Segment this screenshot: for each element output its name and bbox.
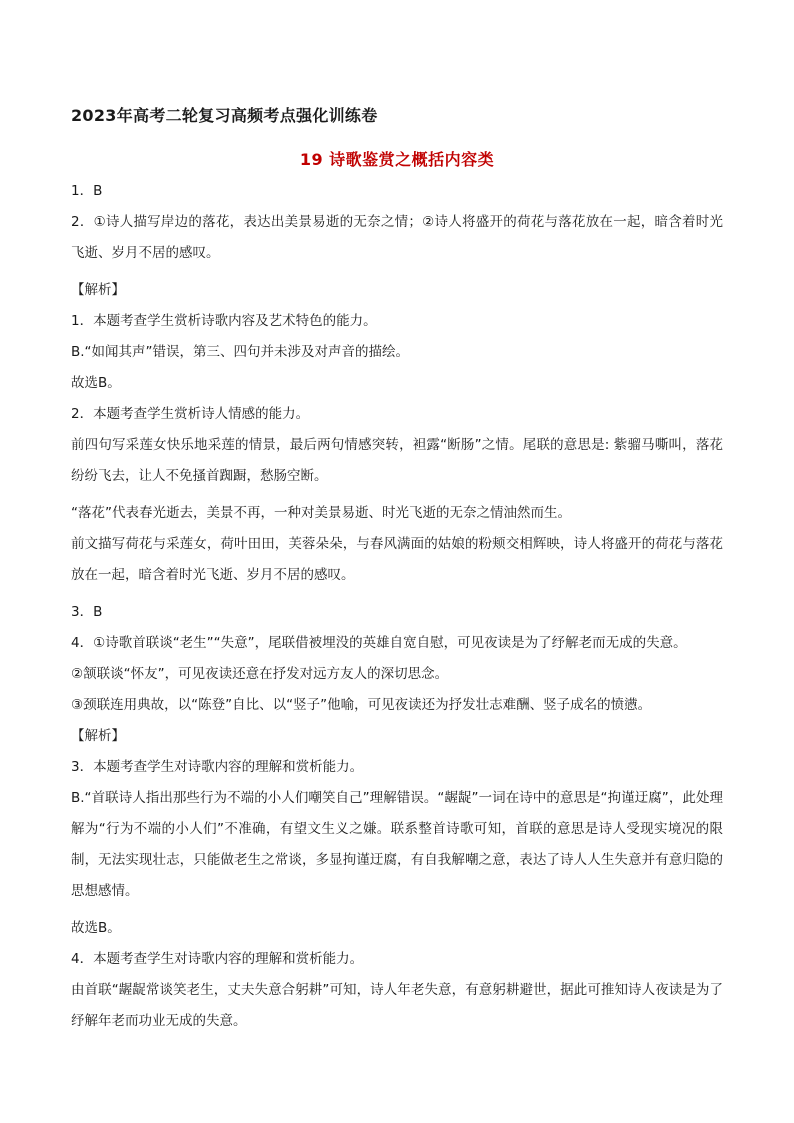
answer-line: 1．B [71, 183, 103, 199]
analysis-line: “落花”代表春光逝去，美景不再，一种对美景易逝、时光飞逝的无奈之情油然而生。 [71, 505, 571, 521]
analysis-line: B.“首联诗人指出那些行为不端的小人们嘲笑自己”理解错误。“龌龊”一词在诗中的意思是“拘谨迂腐”，此处理解为“行为不端的小人们”不准确，有望文生义之嫌。联系整首诗歌可知，首联的意思是诗人受现实境况的限制，无法实现壮志，只能做老生之常谈，多显拘谨迂腐，有自我解嘲之意，表达了诗人人生失意并有意归隐的思想感情。 [71, 790, 723, 899]
analysis-line: 4．本题考查学生对诗歌内容的理解和赏析能力。 [71, 951, 364, 967]
answer-line: 3．B [71, 604, 103, 620]
answer-line: ③颈联连用典故，以“陈登”自比、以“竖子”他喻，可见夜读还为抒发壮志难酬、竖子成名的愤懑。 [71, 697, 652, 713]
analysis-line: 2．本题考查学生赏析诗人情感的能力。 [71, 406, 310, 422]
exam-series-header: 2023年高考二轮复习高频考点强化训练卷 [71, 106, 378, 125]
analysis-heading: 【解析】 [71, 282, 125, 298]
section-title: 19 诗歌鉴赏之概括内容类 [299, 150, 495, 169]
analysis-line: 由首联“龌龊常谈笑老生，丈夫失意合躬耕”可知，诗人年老失意，有意躬耕避世，据此可推知诗人夜读是为了纾解年老而功业无成的失意。 [71, 982, 723, 1029]
analysis-line: B.“如闻其声”错误，第三、四句并未涉及对声音的描绘。 [71, 344, 410, 360]
answer-line: 4．①诗歌首联谈“老生”“失意”，尾联借被埋没的英雄自宽自慰，可见夜读是为了纾解老而无成的失意。 [71, 635, 687, 651]
analysis-line: 故选B。 [71, 920, 121, 936]
analysis-line: 前文描写荷花与采莲女，荷叶田田，芙蓉朵朵，与春风满面的姑娘的粉颊交相辉映，诗人将盛开的荷花与落花放在一起，暗含着时光飞逝、岁月不居的感叹。 [71, 536, 723, 583]
analysis-line: 3．本题考查学生对诗歌内容的理解和赏析能力。 [71, 759, 364, 775]
answer-content [71, 181, 723, 1048]
answer-line: 2．①诗人描写岸边的落花，表达出美景易逝的无奈之情；②诗人将盛开的荷花与落花放在一起，暗含着时光飞逝、岁月不居的感叹。 [71, 214, 723, 261]
analysis-heading: 【解析】 [71, 728, 125, 744]
analysis-line: 1．本题考查学生赏析诗歌内容及艺术特色的能力。 [71, 313, 377, 329]
analysis-line: 故选B。 [71, 375, 121, 391]
answer-line: ②颔联谈“怀友”，可见夜读还意在抒发对远方友人的深切思念。 [71, 666, 449, 682]
analysis-line: 前四句写采莲女快乐地采莲的情景，最后两句情感突转，袒露“断肠”之情。尾联的意思是: 紫骝马嘶叫，落花纷纷飞去，让人不免搔首踟蹰，愁肠空断。 [71, 437, 723, 484]
